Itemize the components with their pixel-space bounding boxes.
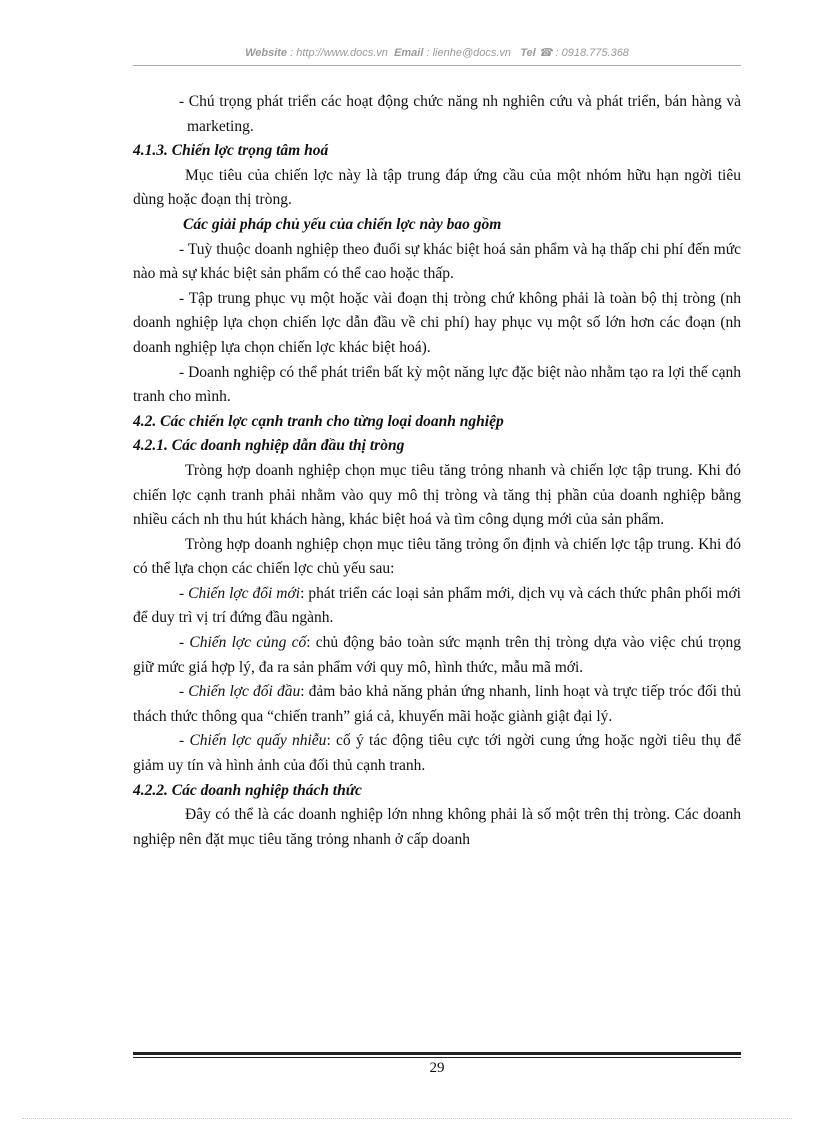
email-label: Email bbox=[394, 47, 424, 59]
page-edge-dotted-line bbox=[22, 1118, 792, 1119]
page-header bbox=[133, 46, 741, 59]
section-heading: 4.2.1. Các doanh nghiệp dẫn đầu thị tròng bbox=[133, 437, 405, 455]
strategy-item: - Chiến lợc củng cố: chủ động bảo toàn sức mạnh trên thị tròng dựa vào việc chú trọng giữ mức giá hợp lý, đa ra sản phẩm với quy mô, hình thức, mẫu mã mới. bbox=[133, 634, 741, 676]
document-body bbox=[133, 90, 741, 852]
header-divider bbox=[133, 65, 741, 66]
strategy-item: - Chiến lợc quấy nhiễu: cố ý tác động tiêu cực tới ngời cung ứng hoặc ngời tiêu thụ để giảm uy tín và hình ảnh của đối thủ cạnh tranh. bbox=[133, 732, 741, 775]
footer-divider-thick bbox=[133, 1052, 741, 1055]
website-value: : http://www.docs.vn bbox=[290, 47, 388, 59]
strategy-name: Chiến lợc đổi mới bbox=[188, 584, 301, 602]
paragraph: - Tập trung phục vụ một hoặc vài đoạn thị tròng chứ không phải là toàn bộ thị tròng (nh doanh nghiệp lựa chọn chiến lợc dẫn đầu về chi phí) hay phục vụ một số lớn hơn các đoạn (nh doanh nghiệp lựa chọn chiến lợc khác biệt hoá). bbox=[133, 289, 741, 356]
strategy-name: Chiến lợc quấy nhiễu bbox=[189, 732, 327, 750]
page-number: 29 bbox=[429, 1060, 445, 1076]
paragraph: - Tuỳ thuộc doanh nghiệp theo đuổi sự khác biệt hoá sản phẩm và hạ thấp chi phí đến mức nào mà sự khác biệt sản phẩm có thể cao hoặc thấp. bbox=[133, 240, 741, 283]
section-heading: 4.2.2. Các doanh nghiệp thách thức bbox=[133, 781, 362, 799]
email-value: : lienhe@docs.vn bbox=[426, 47, 512, 59]
paragraph: Tròng hợp doanh nghiệp chọn mục tiêu tăng trỏng ổn định và chiến lợc tập trung. Khi đó có thể lựa chọn các chiến lợc chủ yếu sau: bbox=[133, 535, 741, 578]
strategy-name: Chiến lợc đối đầu bbox=[188, 683, 301, 701]
section-heading: 4.2. Các chiến lợc cạnh tranh cho từng loại doanh nghiệp bbox=[133, 412, 504, 430]
paragraph: Tròng hợp doanh nghiệp chọn mục tiêu tăng trỏng nhanh và chiến lợc tập trung. Khi đó chiến lợc cạnh tranh phải nhằm vào quy mô thị tròng và tăng thị phần của doanh nghiệp bằng nhiều cách nh thu hút khách hàng, khác biệt hoá và tìm công dụng mới của sản phẩm. bbox=[133, 461, 741, 529]
strategy-item: - Chiến lợc đổi mới: phát triển các loại sản phẩm mới, dịch vụ và cách thức phân phối mới để duy trì vị trí đứng đầu ngành. bbox=[133, 584, 741, 627]
paragraph: - Chú trọng phát triển các hoạt động chức năng nh nghiên cứu và phát triển, bán hàng và marketing. bbox=[179, 93, 741, 135]
footer-divider-thin bbox=[133, 1057, 741, 1058]
paragraph: - Doanh nghiệp có thể phát triển bất kỳ một năng lực đặc biệt nào nhằm tạo ra lợi thế cạnh tranh cho mình. bbox=[133, 363, 741, 406]
tel-value: ☎ : 0918.775.368 bbox=[538, 47, 629, 59]
strategy-name: Chiến lợc củng cố bbox=[189, 634, 307, 652]
section-heading: 4.1.3. Chiến lợc trọng tâm hoá bbox=[133, 142, 329, 160]
paragraph: Mục tiêu của chiến lợc này là tập trung đáp ứng cầu của một nhóm hữu hạn ngời tiêu dùng hoặc đoạn thị tròng. bbox=[133, 166, 741, 209]
paragraph: Đây có thể là các doanh nghiệp lớn nhng không phải là số một trên thị tròng. Các doanh nghiệp nên đặt mục tiêu tăng trỏng nhanh ở cấp doanh bbox=[133, 806, 741, 848]
strategy-item: - Chiến lợc đối đầu: đảm bảo khả năng phản ứng nhanh, linh hoạt và trực tiếp tróc đối thủ thách thức thông qua “chiến tranh” giá cả, khuyến mãi hoặc giành giật đại lý. bbox=[133, 683, 741, 725]
subheading: Các giải pháp chủ yếu của chiến lợc này bao gồm bbox=[183, 215, 502, 233]
website-label: Website bbox=[245, 47, 288, 59]
tel-label: Tel bbox=[520, 47, 536, 59]
